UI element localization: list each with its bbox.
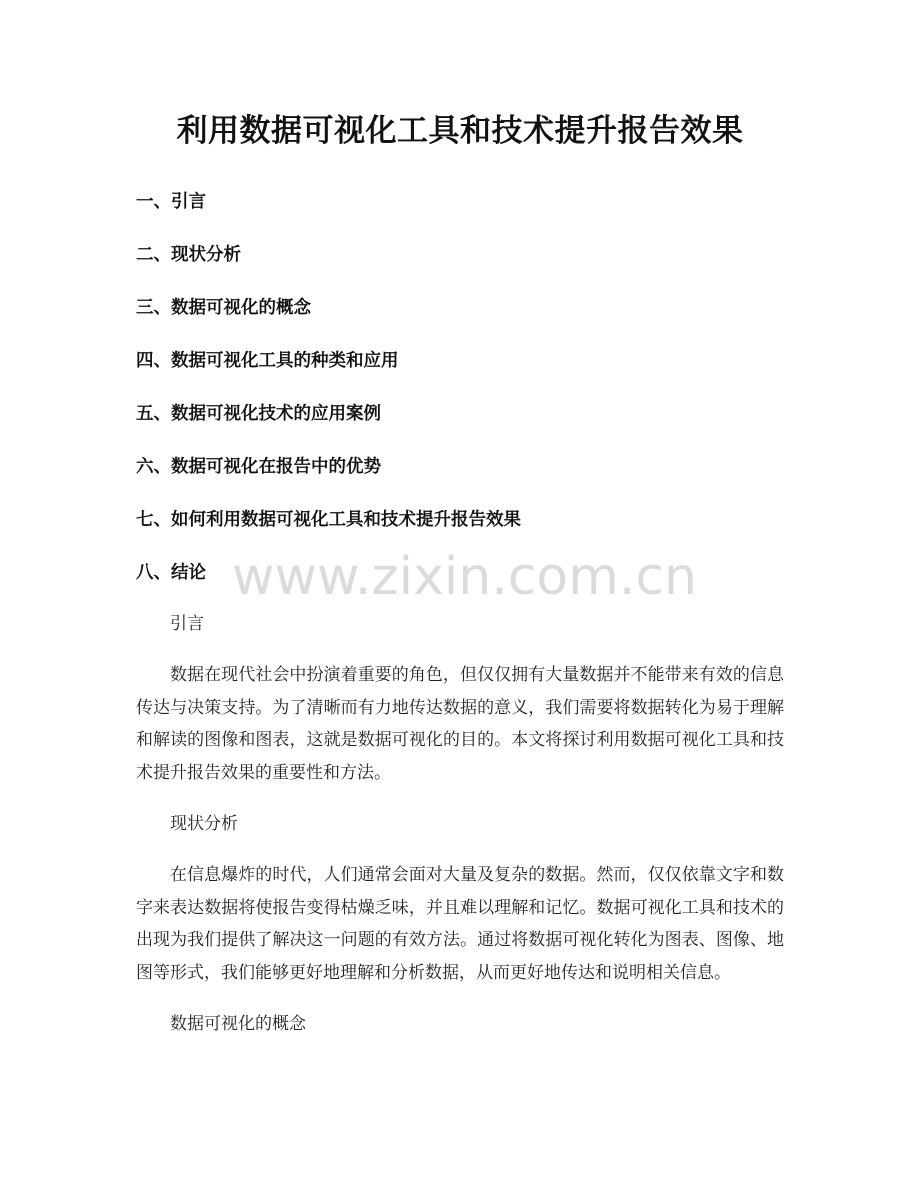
toc-item-4: 四、数据可视化工具的种类和应用: [136, 351, 399, 371]
table-of-contents: [136, 186, 521, 610]
section-heading-status: 现状分析: [170, 814, 238, 834]
toc-item-6: 六、数据可视化在报告中的优势: [136, 457, 381, 477]
document-title: 利用数据可视化工具和技术提升报告效果: [176, 113, 744, 149]
toc-item-5: 五、数据可视化技术的应用案例: [136, 404, 381, 424]
section-heading-concept: 数据可视化的概念: [170, 1014, 306, 1034]
toc-item-3: 三、数据可视化的概念: [136, 298, 311, 318]
toc-item-8: 八、结论: [136, 563, 206, 583]
section-paragraph-status: 在信息爆炸的时代，人们通常会面对大量及复杂的数据。然而，仅仅依靠文字和数字来表达数据将使报告变得枯燥乏味，并且难以理解和记忆。数据可视化工具和技术的出现为我们提供了解决这一问题的有效方法。通过将数据可视化转化为图表、图像、地图等形式，我们能够更好地理解和分析数据，从而更好地传达和说明相关信息。: [136, 865, 784, 983]
toc-item-2: 二、现状分析: [136, 245, 241, 265]
toc-item-1: 一、引言: [136, 192, 206, 212]
section-paragraph-intro: 数据在现代社会中扮演着重要的角色，但仅仅拥有大量数据并不能带来有效的信息传达与决策支持。为了清晰而有力地传达数据的意义，我们需要将数据转化为易于理解和解读的图像和图表，这就是数据可视化的目的。本文将探讨利用数据可视化工具和技术提升报告效果的重要性和方法。: [136, 665, 784, 783]
section-heading-intro: 引言: [170, 614, 204, 634]
document-body: [136, 606, 784, 1059]
watermark: www.zixin.com.cn: [232, 547, 697, 607]
toc-item-7: 七、如何利用数据可视化工具和技术提升报告效果: [136, 510, 521, 530]
